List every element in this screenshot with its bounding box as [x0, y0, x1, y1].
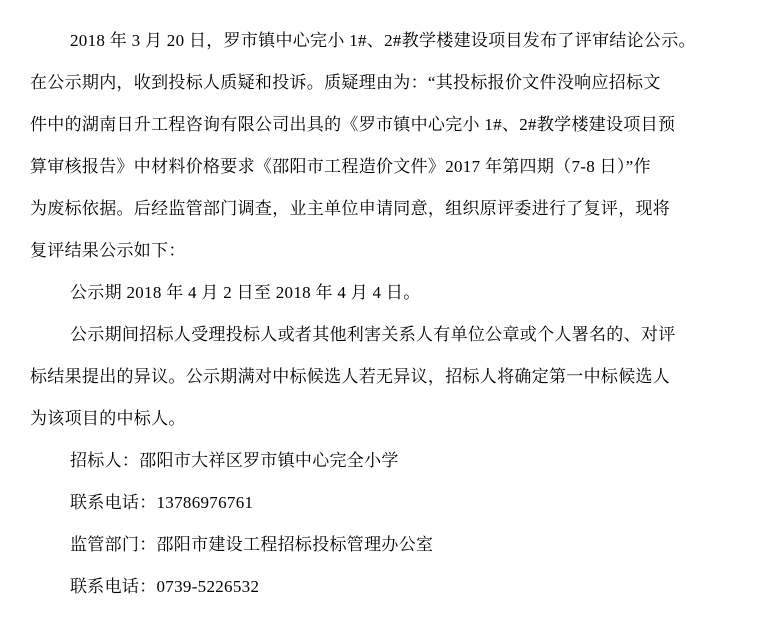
document-line: 为该项目的中标人。: [30, 409, 186, 428]
document-line: 为废标依据。后经监管部门调查，业主单位申请同意，组织原评委进行了复评，现将: [30, 199, 671, 218]
document-line: 联系电话：0739-5226532: [70, 577, 260, 596]
document-line: 标结果提出的异议。公示期满对中标候选人若无异议，招标人将确定第一中标候选人: [30, 367, 671, 386]
document-line: 招标人：邵阳市大祥区罗市镇中心完全小学: [70, 451, 399, 470]
document-line: 件中的湖南日升工程咨询有限公司出具的《罗市镇中心完小 1#、2#教学楼建设项目预: [30, 115, 676, 134]
document-line: 算审核报告》中材料价格要求《邵阳市工程造价文件》2017 年第四期（7-8 日）”作: [30, 157, 651, 176]
document-line: 公示期 2018 年 4 月 2 日至 2018 年 4 月 4 日。: [70, 283, 421, 302]
document-line: 在公示期内，收到投标人质疑和投诉。质疑理由为：“其投标报价文件没响应招标文: [30, 73, 661, 92]
document-line: 监管部门：邵阳市建设工程招标投标管理办公室: [70, 535, 434, 554]
document-line: 公示期间招标人受理投标人或者其他利害关系人有单位公章或个人署名的、对评: [70, 325, 676, 344]
document-line: 复评结果公示如下：: [30, 241, 186, 260]
document-line: 联系电话：13786976761: [70, 493, 254, 512]
document-line: 2018 年 3 月 20 日，罗市镇中心完小 1#、2#教学楼建设项目发布了评审结论公示。: [70, 31, 696, 50]
